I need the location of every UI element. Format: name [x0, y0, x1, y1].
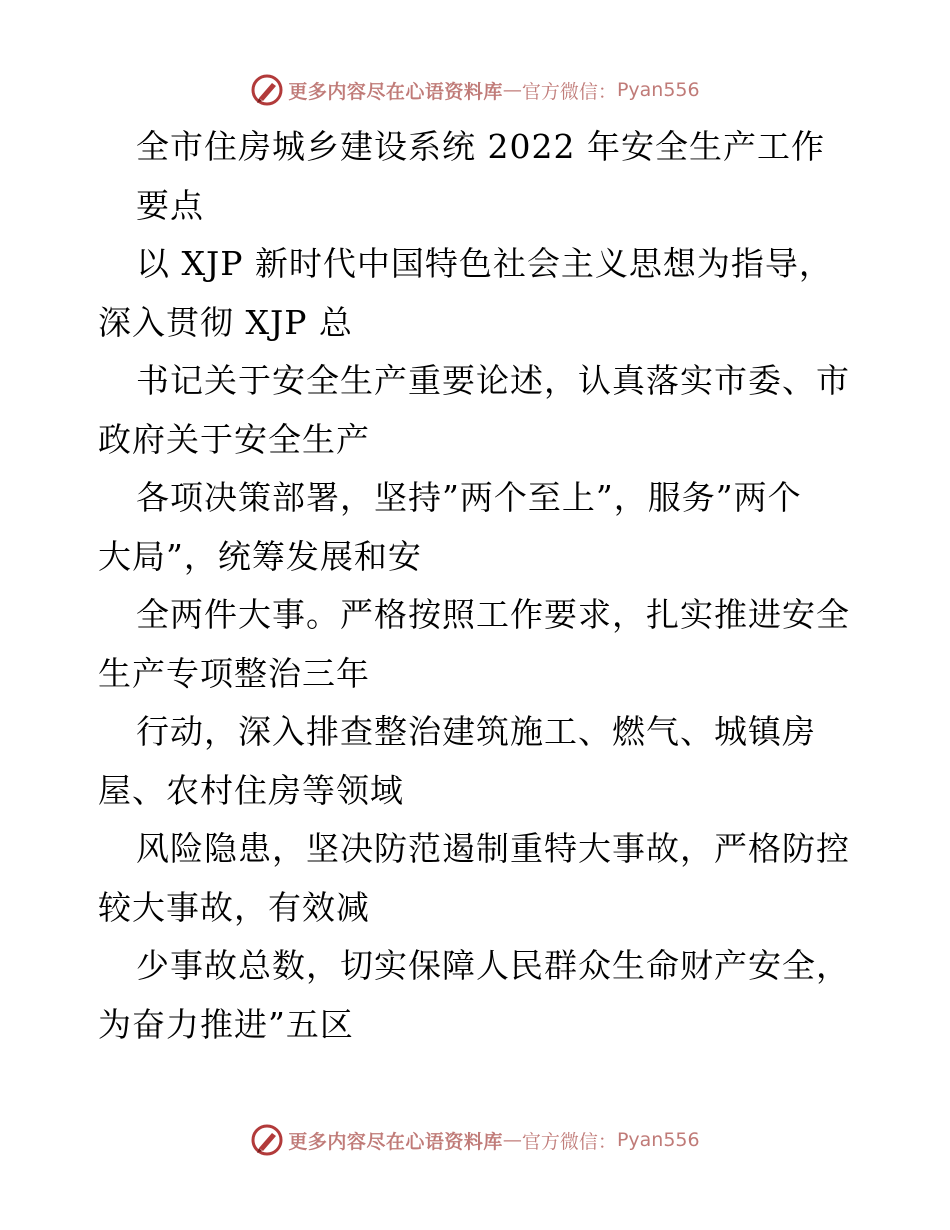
- watermark-separator: —: [502, 79, 522, 101]
- document-line: 风险隐患，坚决防范遏制重特大事故，严格防控: [136, 829, 850, 868]
- document-line: 要点: [136, 185, 204, 225]
- document-line: 各项决策部署，坚持”两个至上”，服务”两个: [136, 478, 802, 517]
- document-line: 生产专项整治三年: [98, 653, 370, 693]
- pen-logo-icon: [250, 1123, 284, 1157]
- document-line: 大局”，统筹发展和安: [98, 536, 422, 576]
- watermark-main-text: 更多内容尽在心语资料库: [288, 80, 503, 103]
- watermark-wechat-label: 官方微信：: [521, 1130, 617, 1153]
- document-line: 屋、农村住房等领域: [98, 770, 404, 810]
- document-line: 行动，深入排查整治建筑施工、燃气、城镇房: [136, 712, 816, 751]
- header-watermark: [0, 70, 950, 110]
- document-line: 少事故总数，切实保障人民群众生命财产安全，: [136, 946, 850, 985]
- watermark-wechat-id: Pyan556: [616, 1129, 700, 1151]
- document-body: [98, 118, 858, 1054]
- watermark-wechat-id: Pyan556: [616, 79, 700, 101]
- document-line: 较大事故，有效减: [98, 887, 370, 927]
- document-line: 以 XJP 新时代中国特色社会主义思想为指导，: [136, 244, 833, 283]
- watermark-main-text: 更多内容尽在心语资料库: [288, 1130, 503, 1153]
- document-line: 政府关于安全生产: [98, 419, 370, 459]
- pen-logo-icon: [250, 73, 284, 107]
- document-line: 深入贯彻 XJP 总: [98, 302, 353, 342]
- document-line: 书记关于安全生产重要论述，认真落实市委、市: [136, 361, 850, 400]
- document-line: 全市住房城乡建设系统 2022 年安全生产工作: [136, 127, 825, 166]
- document-line: 全两件大事。严格按照工作要求，扎实推进安全: [136, 595, 850, 634]
- watermark-separator: —: [502, 1129, 522, 1151]
- footer-watermark: [0, 1120, 950, 1160]
- watermark-wechat-label: 官方微信：: [521, 80, 617, 103]
- document-line: 为奋力推进”五区: [98, 1004, 354, 1044]
